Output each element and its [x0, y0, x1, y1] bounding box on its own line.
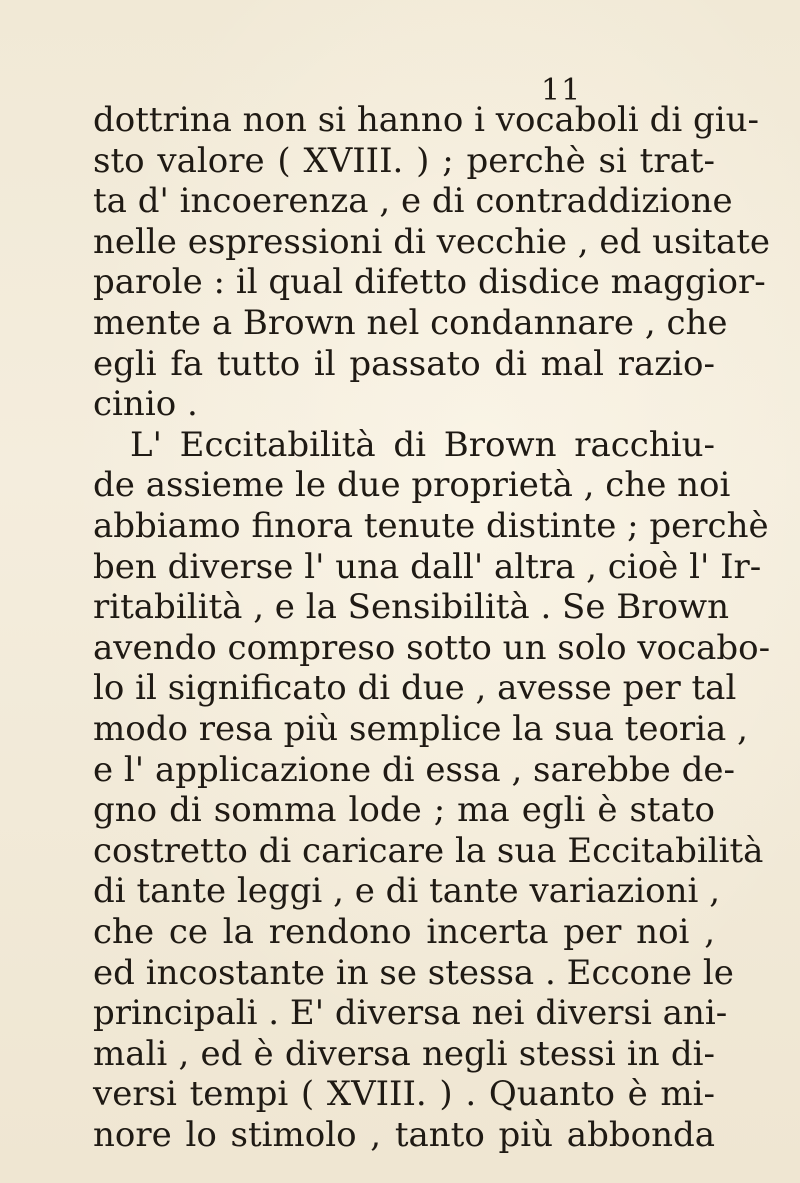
text-line: mente a Brown nel condannare , che	[93, 303, 728, 343]
text-line: ritabilità , e la Sensibilità . Se Brown	[93, 587, 729, 628]
text-line: parole : il qual difetto disdice maggior-	[93, 262, 766, 303]
text-line: versi tempi ( XVIII. ) . Quanto è mi-	[93, 1074, 715, 1115]
text-line: e l' applicazione di essa , sarebbe de-	[93, 749, 735, 790]
text-line: lo il significato di due , avesse per tal	[93, 668, 737, 709]
text-line: abbiamo finora tenute distinte ; perchè	[93, 506, 769, 546]
text-line: dottrina non si hanno i vocaboli di giu-	[93, 100, 760, 140]
text-line: egli fa tutto il passato di mal razio-	[93, 343, 715, 384]
text-line: gno di somma lode ; ma egli è stato	[93, 790, 715, 831]
text-line: costretto di caricare la sua Eccitabilità	[93, 830, 764, 871]
text-line: ben diverse l' una dall' altra , cioè l' Ir-	[93, 546, 762, 587]
text-line: ta d' incoerenza , e di contraddizione	[93, 181, 733, 222]
text-line: sto valore ( XVIII. ) ; perchè si trat-	[93, 140, 715, 181]
page-number: 11	[541, 73, 582, 108]
text-line: de assieme le due proprietà , che noi	[93, 465, 731, 506]
text-line: di tante leggi , e di tante variazioni ,	[93, 871, 721, 912]
text-line: cinio .	[93, 384, 198, 425]
text-line: L' Eccitabilità di Brown racchiu-	[130, 424, 715, 465]
text-line: mali , ed è diversa negli stessi in di-	[93, 1033, 715, 1074]
text-line: nelle espressioni di vecchie , ed usitate	[93, 221, 771, 262]
text-line: modo resa più semplice la sua teoria ,	[93, 709, 748, 749]
text-line: avendo compreso sotto un solo vocabo-	[93, 627, 771, 668]
text-line: ed incostante in se stessa . Eccone le	[93, 952, 734, 993]
text-line: che ce la rendono incerta per noi ,	[93, 912, 715, 952]
text-line: principali . E' diversa nei diversi ani-	[93, 993, 728, 1034]
text-line: nore lo stimolo , tanto più abbonda	[93, 1115, 715, 1155]
